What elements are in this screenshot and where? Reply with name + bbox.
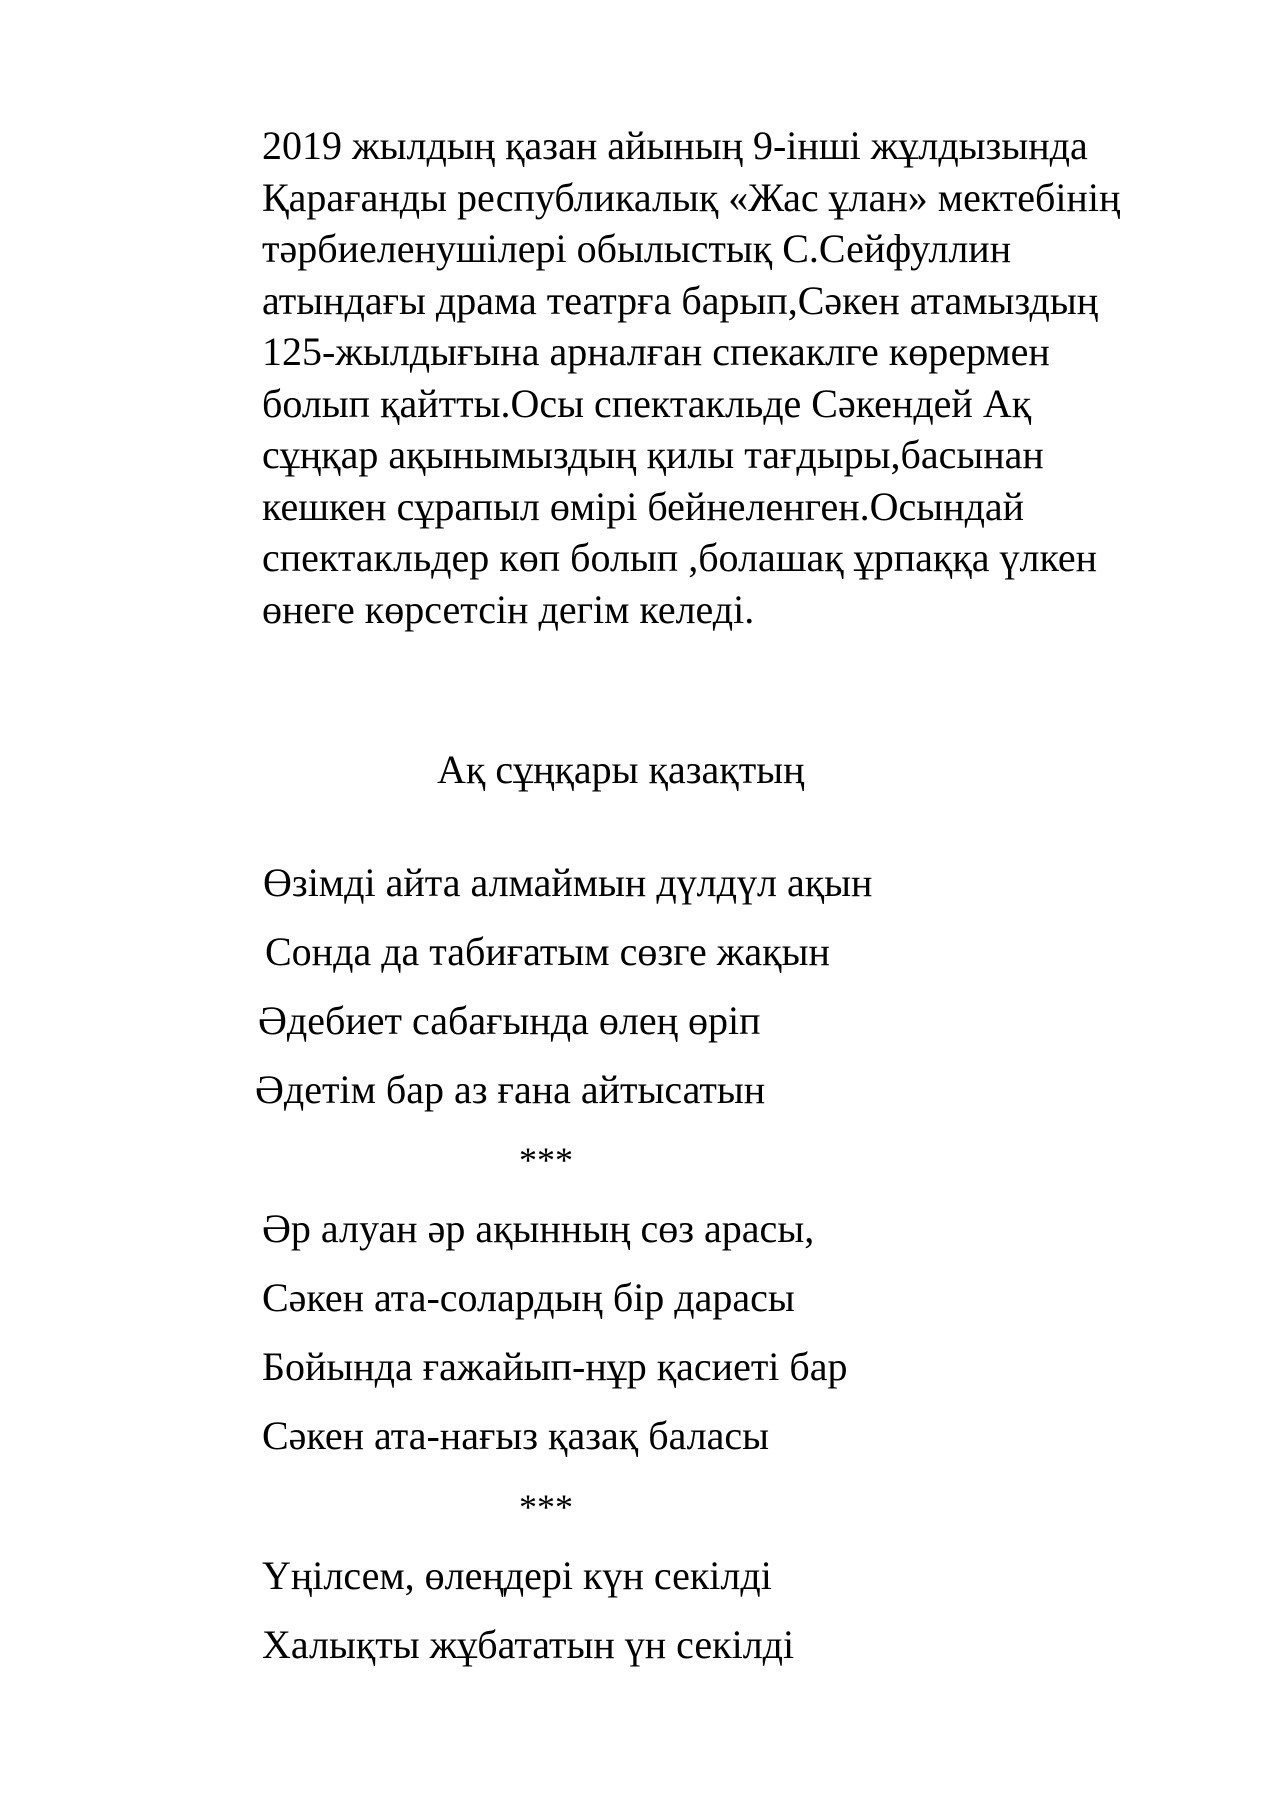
intro-line: 2019 жылдың қазан айының 9-інші жұлдызында bbox=[262, 123, 1088, 168]
intro-line: Қарағанды республикалық «Жас ұлан» мектебінің bbox=[262, 174, 1121, 220]
intro-line: тәрбиеленушілері обылыстық С.Сейфуллин bbox=[262, 226, 1012, 271]
poem-line: Әр алуан әр ақынның сөз арасы, bbox=[262, 1206, 815, 1251]
intro-line: кешкен сұрапыл өмірі бейнеленген.Осындай bbox=[262, 483, 1025, 529]
stanza-separator: *** bbox=[519, 1487, 573, 1527]
poem-line: Үңілсем, өлеңдері күн секілді bbox=[262, 1553, 772, 1598]
intro-paragraph bbox=[262, 120, 1222, 635]
poem-title: Ақ сұңқары қазақтың bbox=[437, 747, 805, 792]
intro-line: болып қайтты.Осы спектакльде Сәкендей Ақ bbox=[262, 380, 1032, 426]
poem-line: Сонда да табиғатым сөзге жақын bbox=[265, 929, 830, 974]
poem-line: Бойында ғажайып-нұр қасиеті бар bbox=[262, 1344, 848, 1389]
poem-line: Әдебиет сабағында өлең өріп bbox=[258, 998, 761, 1043]
poem-line: Әдетім бар аз ғана айтысатын bbox=[255, 1067, 766, 1112]
poem-line: Сәкен ата-солардың бір дарасы bbox=[262, 1275, 795, 1320]
intro-line: өнеге көрсетсін дегім келеді. bbox=[262, 586, 755, 632]
intro-line: 125-жылдығына арналған спекаклге көрермен bbox=[262, 329, 1050, 374]
stanza-separator: *** bbox=[519, 1140, 573, 1180]
poem-line: Өзімді айта алмаймын дүлдүл ақын bbox=[263, 860, 873, 905]
intro-line: сұңқар ақынымыздың қилы тағдыры,басынан bbox=[262, 432, 1044, 477]
intro-line: спектакльдер көп болып ,болашақ ұрпаққа үлкен bbox=[262, 535, 1098, 580]
poem-line: Халықты жұбататын үн секілді bbox=[262, 1622, 795, 1667]
intro-line: атындағы драма театрға барып,Сәкен атамыздың bbox=[262, 277, 1099, 323]
poem-line: Сәкен ата-нағыз қазақ баласы bbox=[262, 1413, 770, 1458]
